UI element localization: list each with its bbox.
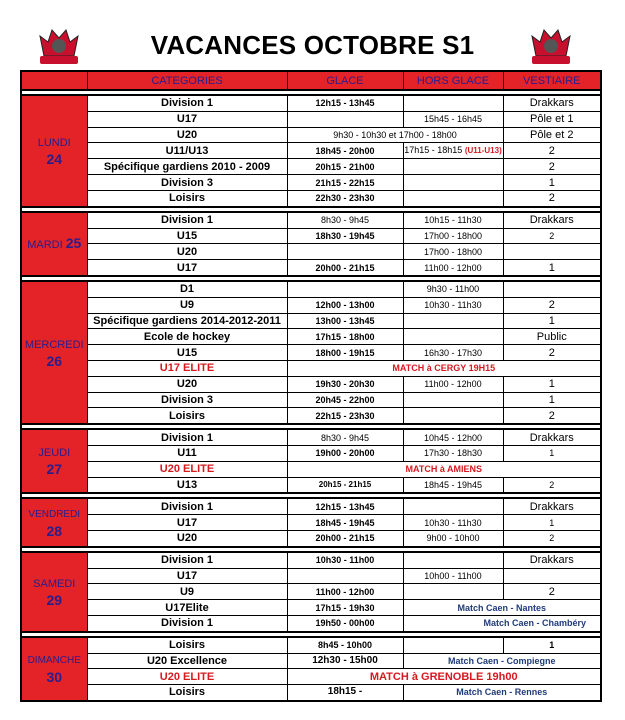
header-row	[21, 71, 601, 90]
glace-cell: 12h15 - 13h45	[287, 95, 403, 111]
glace-cell: 11h00 - 12h00	[287, 584, 403, 600]
hors-glace-cell	[403, 584, 503, 600]
table-row	[21, 552, 601, 568]
glace-cell: 18h30 - 19h45	[287, 228, 403, 244]
category-cell: Loisirs	[87, 637, 287, 653]
category-cell: U11	[87, 445, 287, 461]
category-cell: U20 ELITE	[87, 669, 287, 685]
category-cell: Division 3	[87, 175, 287, 191]
table-row	[21, 345, 601, 361]
vestiaire-cell: 2	[503, 345, 601, 361]
vestiaire-cell: 2	[503, 477, 601, 493]
glace-cell: 20h00 - 21h15	[287, 260, 403, 276]
vestiaire-cell: 1	[503, 260, 601, 276]
glace-cell: 19h00 - 20h00	[287, 445, 403, 461]
day-number: 29	[46, 591, 63, 608]
category-cell: D1	[87, 281, 287, 297]
day-name: JEUDI	[38, 447, 71, 460]
table-row	[21, 244, 601, 260]
glace-cell: 12h15 - 13h45	[287, 498, 403, 514]
glace-cell: 8h30 - 9h45	[287, 429, 403, 445]
table-row	[21, 127, 601, 143]
category-cell: Spécifique gardiens 2010 - 2009	[87, 159, 287, 175]
vestiaire-cell: Pôle et 2	[503, 127, 601, 143]
day-name: DIMANCHE	[27, 654, 81, 666]
table-row	[21, 228, 601, 244]
day-cell-dimanche	[21, 637, 87, 701]
hors-glace-time: 17h15 - 18h15	[404, 145, 463, 156]
glace-cell: 20h00 - 21h15	[287, 530, 403, 546]
hors-glace-cell: 10h30 - 11h30	[403, 297, 503, 313]
match-cell: Match Caen - Chambéry	[403, 615, 601, 631]
vestiaire-cell: 1	[503, 392, 601, 408]
vestiaire-cell: 1	[503, 313, 601, 329]
category-cell: U15	[87, 228, 287, 244]
day-name: SAMEDI	[33, 577, 76, 590]
glace-cell	[287, 111, 403, 127]
hors-glace-cell	[403, 175, 503, 191]
vestiaire-cell: 1	[503, 515, 601, 531]
table-row	[21, 445, 601, 461]
table-row	[21, 175, 601, 191]
vestiaire-cell: 2	[503, 190, 601, 206]
glace-cell: 8h30 - 9h45	[287, 212, 403, 228]
category-cell: U17Elite	[87, 600, 287, 616]
table-row	[21, 429, 601, 445]
glace-cell: 13h00 - 13h45	[287, 313, 403, 329]
hors-glace-cell: 10h00 - 11h00	[403, 568, 503, 584]
day-cell-mardi	[21, 212, 87, 276]
category-cell: U20	[87, 244, 287, 260]
day-cell-lundi	[21, 95, 87, 207]
day-number: 26	[46, 352, 63, 369]
table-row	[21, 568, 601, 584]
match-cell: Match Caen - Nantes	[403, 600, 601, 616]
category-cell: Division 1	[87, 552, 287, 568]
day-cell-samedi	[21, 552, 87, 632]
schedule-table	[20, 70, 602, 702]
table-row	[21, 297, 601, 313]
table-row	[21, 313, 601, 329]
vestiaire-cell: Drakkars	[503, 552, 601, 568]
vestiaire-cell: Pôle et 1	[503, 111, 601, 127]
category-cell: U20	[87, 530, 287, 546]
glace-cell: 19h50 - 00h00	[287, 615, 403, 631]
hors-glace-cell: 11h00 - 12h00	[403, 376, 503, 392]
category-cell: U20	[87, 376, 287, 392]
hors-glace-cell: 10h15 - 11h30	[403, 212, 503, 228]
vestiaire-cell: Drakkars	[503, 95, 601, 111]
hors-glace-cell: 17h00 - 18h00	[403, 228, 503, 244]
category-cell: Division 1	[87, 498, 287, 514]
table-row	[21, 584, 601, 600]
day-number: 27	[46, 461, 63, 478]
glace-cell: 20h15 - 21h15	[287, 477, 403, 493]
hors-glace-cell: 16h30 - 17h30	[403, 345, 503, 361]
vestiaire-cell: 2	[503, 297, 601, 313]
table-row	[21, 637, 601, 653]
category-cell: Division 1	[87, 95, 287, 111]
table-row	[21, 515, 601, 531]
day-name: MARDI	[27, 238, 63, 251]
category-cell: U9	[87, 297, 287, 313]
hors-glace-cell	[403, 159, 503, 175]
hors-glace-cell: 17h30 - 18h30	[403, 445, 503, 461]
glace-cell: 18h00 - 19h15	[287, 345, 403, 361]
day-number: 24	[46, 150, 63, 167]
day-name: MERCREDI	[24, 338, 84, 351]
hors-glace-cell	[403, 143, 503, 159]
match-cell: MATCH à AMIENS	[287, 461, 601, 477]
category-cell: Division 1	[87, 429, 287, 445]
category-cell: Loisirs	[87, 190, 287, 206]
category-cell: U17	[87, 515, 287, 531]
hors-glace-cell	[403, 95, 503, 111]
category-cell: U13	[87, 477, 287, 493]
category-cell: U11/U13	[87, 143, 287, 159]
header-categories: CATEGORIES	[87, 71, 287, 90]
table-row	[21, 392, 601, 408]
glace-cell: 18h15 -	[287, 685, 403, 701]
glace-cell: 12h30 - 15h00	[287, 653, 403, 669]
day-number: 28	[46, 522, 63, 539]
glace-cell: 10h30 - 11h00	[287, 552, 403, 568]
hors-glace-cell	[403, 329, 503, 345]
vestiaire-cell: 2	[503, 159, 601, 175]
table-row	[21, 530, 601, 546]
table-row	[21, 615, 601, 631]
table-row	[21, 111, 601, 127]
header-day	[21, 71, 87, 90]
table-row	[21, 260, 601, 276]
glace-cell	[287, 281, 403, 297]
day-name: VENDREDI	[28, 508, 81, 520]
day-cell-jeudi	[21, 429, 87, 493]
glace-cell: 17h15 - 19h30	[287, 600, 403, 616]
table-row	[21, 281, 601, 297]
table-row	[21, 360, 601, 376]
vestiaire-cell	[503, 281, 601, 297]
match-cell: Match Caen - Compiegne	[403, 653, 601, 669]
category-cell: U17	[87, 568, 287, 584]
hors-glace-cell	[403, 190, 503, 206]
glace-cell: 19h30 - 20h30	[287, 376, 403, 392]
glace-cell: 20h15 - 21h00	[287, 159, 403, 175]
vestiaire-cell: 1	[503, 376, 601, 392]
hors-glace-cell: 10h30 - 11h30	[403, 515, 503, 531]
category-cell: U20	[87, 127, 287, 143]
day-name: LUNDI	[37, 136, 71, 149]
glace-cell: 12h00 - 13h00	[287, 297, 403, 313]
vestiaire-cell: 1	[503, 637, 601, 653]
match-cell: Match Caen - Rennes	[403, 685, 601, 701]
hors-glace-cell: 10h45 - 12h00	[403, 429, 503, 445]
table-row	[21, 669, 601, 685]
vestiaire-cell: Drakkars	[503, 429, 601, 445]
category-cell: U20 Excellence	[87, 653, 287, 669]
vestiaire-cell: 2	[503, 530, 601, 546]
day-number: 30	[46, 668, 63, 685]
table-row	[21, 212, 601, 228]
vestiaire-cell	[503, 244, 601, 260]
vestiaire-cell: Public	[503, 329, 601, 345]
category-cell: Division 1	[87, 212, 287, 228]
glace-cell	[287, 568, 403, 584]
table-row	[21, 498, 601, 514]
glace-cell: 22h30 - 23h30	[287, 190, 403, 206]
table-row	[21, 653, 601, 669]
category-cell: U20 ELITE	[87, 461, 287, 477]
category-cell: U15	[87, 345, 287, 361]
glace-cell: 20h45 - 22h00	[287, 392, 403, 408]
glace-cell: 8h45 - 10h00	[287, 637, 403, 653]
day-cell-mercredi	[21, 281, 87, 424]
category-cell: Loisirs	[87, 408, 287, 424]
vestiaire-cell: 2	[503, 143, 601, 159]
category-cell: U17	[87, 111, 287, 127]
hors-glace-cell: 11h00 - 12h00	[403, 260, 503, 276]
table-row	[21, 95, 601, 111]
match-cell: MATCH à CERGY 19H15	[287, 360, 601, 376]
hors-glace-cell	[403, 408, 503, 424]
day-cell-vendredi	[21, 498, 87, 546]
table-row	[21, 376, 601, 392]
header-vestiaire: VESTIAIRE	[503, 71, 601, 90]
table-row	[21, 190, 601, 206]
vestiaire-cell: 1	[503, 445, 601, 461]
match-cell: MATCH à GRENOBLE 19h00	[287, 669, 601, 685]
hors-glace-cell: 9h30 - 11h00	[403, 281, 503, 297]
glace-cell: 17h15 - 18h00	[287, 329, 403, 345]
category-cell: Loisirs	[87, 685, 287, 701]
page-title: VACANCES OCTOBRE S1	[150, 30, 475, 60]
category-cell: U17 ELITE	[87, 360, 287, 376]
category-cell: U17	[87, 260, 287, 276]
table-row	[21, 408, 601, 424]
hors-glace-note: (U11-U13)	[464, 146, 502, 156]
table-row	[21, 159, 601, 175]
hors-glace-cell	[403, 552, 503, 568]
vestiaire-cell: Drakkars	[503, 212, 601, 228]
glace-cell: 18h45 - 19h45	[287, 515, 403, 531]
vestiaire-cell: 2	[503, 228, 601, 244]
hors-glace-cell	[403, 498, 503, 514]
category-cell: Spécifique gardiens 2014-2012-2011	[87, 313, 287, 329]
glace-hors-span-cell: 9h30 - 10h30 et 17h00 - 18h00	[287, 127, 503, 143]
table-row	[21, 600, 601, 616]
glace-cell: 18h45 - 20h00	[287, 143, 403, 159]
category-cell: Division 1	[87, 615, 287, 631]
hors-glace-cell	[403, 637, 503, 653]
day-number: 25	[65, 234, 82, 251]
hors-glace-cell: 18h45 - 19h45	[403, 477, 503, 493]
hors-glace-cell: 17h00 - 18h00	[403, 244, 503, 260]
table-row	[21, 685, 601, 701]
hors-glace-cell	[403, 313, 503, 329]
glace-cell: 22h15 - 23h30	[287, 408, 403, 424]
header-hors-glace: HORS GLACE	[403, 71, 503, 90]
table-row	[21, 143, 601, 159]
vestiaire-cell: 2	[503, 584, 601, 600]
category-cell: U9	[87, 584, 287, 600]
hors-glace-cell: 9h00 - 10h00	[403, 530, 503, 546]
vestiaire-cell: 2	[503, 408, 601, 424]
hors-glace-cell	[403, 392, 503, 408]
glace-cell	[287, 244, 403, 260]
glace-cell: 21h15 - 22h15	[287, 175, 403, 191]
vestiaire-cell	[503, 568, 601, 584]
category-cell: Ecole de hockey	[87, 329, 287, 345]
category-cell: Division 3	[87, 392, 287, 408]
hors-glace-cell: 15h45 - 16h45	[403, 111, 503, 127]
vestiaire-cell: 1	[503, 175, 601, 191]
header-glace: GLACE	[287, 71, 403, 90]
table-row	[21, 477, 601, 493]
table-row	[21, 461, 601, 477]
vestiaire-cell: Drakkars	[503, 498, 601, 514]
table-row	[21, 329, 601, 345]
